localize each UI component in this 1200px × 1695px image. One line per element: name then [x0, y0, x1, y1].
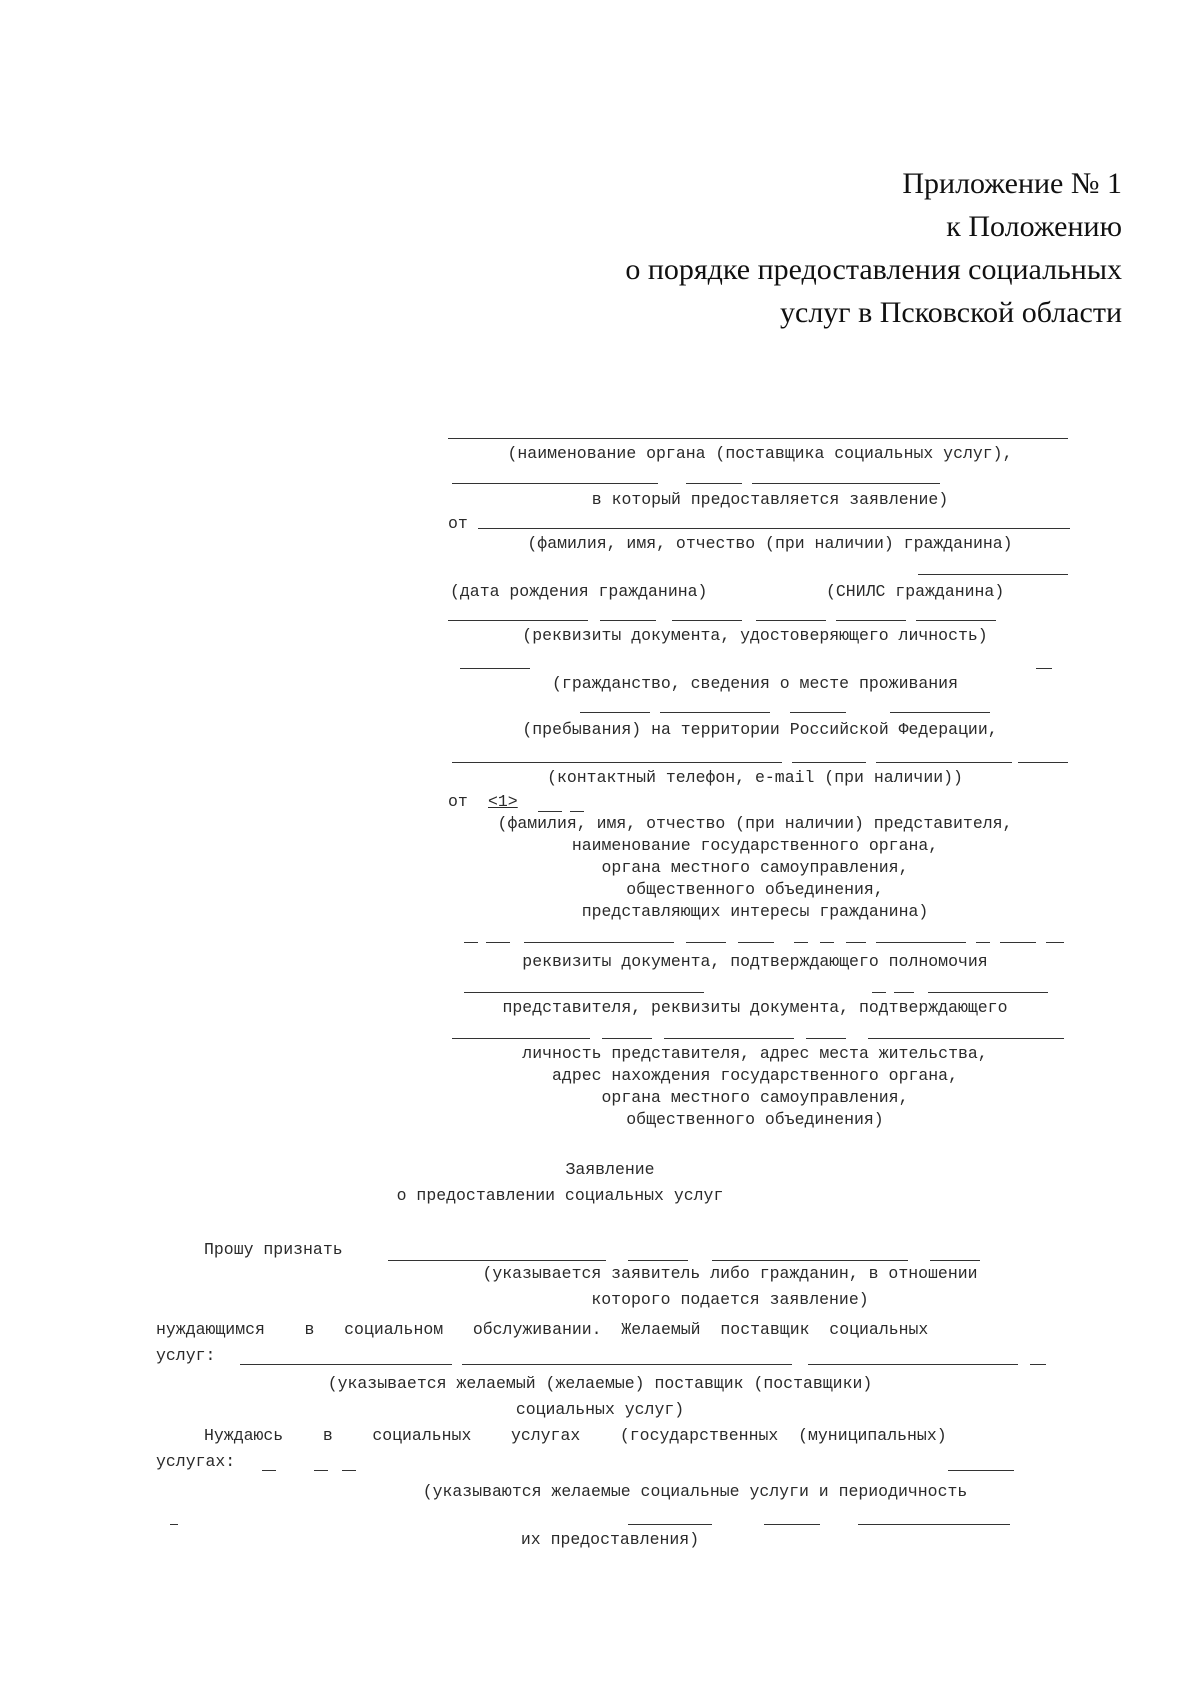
blank-line [764, 1524, 820, 1525]
caption-birth: (дата рождения гражданина) [450, 582, 708, 601]
blank-line [660, 712, 770, 713]
appendix-line-1: Приложение № 1 [902, 167, 1122, 200]
blank-line [894, 992, 914, 993]
blank-line [806, 1038, 846, 1039]
caption-rep-5: представляющих интересы гражданина) [581, 902, 929, 921]
caption-id-doc: (реквизиты документа, удостоверяющего личность) [522, 626, 988, 645]
blank-line [580, 712, 650, 713]
services-label-2: услугах: [156, 1452, 236, 1471]
blank-line [712, 1260, 908, 1261]
from-label-2: от [448, 792, 468, 811]
appendix-line-4: услуг в Псковской области [780, 296, 1122, 329]
blank-line [524, 942, 674, 943]
blank-line [570, 811, 584, 812]
caption-citizenship-2: (пребывания) на территории Российской Федерации, [522, 720, 998, 739]
blank-line [1000, 942, 1036, 943]
blank-line [790, 712, 846, 713]
blank-line [602, 1038, 652, 1039]
blank-line [846, 942, 866, 943]
blank-line [756, 620, 826, 621]
caption-power-3: личность представителя, адрес места жительства, [522, 1044, 988, 1063]
blank-line [976, 942, 990, 943]
caption-organ: (наименование органа (поставщика социальных услуг), [507, 444, 1013, 463]
blank-line [858, 1524, 1010, 1525]
blank-line [738, 942, 774, 943]
ask-label: Прошу признать [204, 1240, 343, 1259]
need-line: Нуждаюсь в социальных услугах (государственных (муниципальных) [204, 1426, 947, 1445]
from-label: от [448, 514, 468, 533]
blank-line [876, 942, 966, 943]
blank-line [1030, 1364, 1046, 1365]
blank-line [794, 942, 808, 943]
document-title: Заявление [565, 1160, 655, 1179]
blank-line [538, 811, 562, 812]
blank-line [448, 620, 588, 621]
blank-line [464, 992, 704, 993]
caption-power-5: органа местного самоуправления, [601, 1088, 909, 1107]
blank-line [1036, 668, 1052, 669]
blank-line [600, 620, 656, 621]
blank-line [628, 1524, 712, 1525]
blank-line [672, 620, 742, 621]
caption-provider-2: социальных услуг) [515, 1400, 685, 1419]
blank-line [464, 942, 478, 943]
blank-line [868, 1038, 1064, 1039]
blank-line [928, 992, 1048, 993]
services-label: услуг: [156, 1346, 216, 1365]
caption-provider-1: (указывается желаемый (желаемые) поставщик (поставщики) [327, 1374, 873, 1393]
blank-line [686, 483, 742, 484]
blank-line [808, 1364, 1018, 1365]
caption-rep-4: общественного объединения, [626, 880, 884, 899]
document-subtitle: о предоставлении социальных услуг [396, 1186, 724, 1205]
blank-line [686, 942, 726, 943]
caption-organ-2: в который предоставляется заявление) [591, 490, 949, 509]
caption-power-4: адрес нахождения государственного органа, [552, 1066, 958, 1085]
appendix-line-2: к Положению [946, 210, 1122, 243]
blank-line [314, 1470, 328, 1471]
caption-contacts: (контактный телефон, e-mail (при наличии)) [547, 768, 963, 787]
blank-line [872, 992, 886, 993]
caption-power-2: представителя, реквизиты документа, подтверждающего [502, 998, 1008, 1017]
caption-services-2: их предоставления) [520, 1530, 700, 1549]
caption-power-1: реквизиты документа, подтверждающего полномочия [522, 952, 988, 971]
appendix-line-3: о порядке предоставления социальных [625, 253, 1122, 286]
appendix-heading [422, 162, 1122, 334]
blank-line [1018, 762, 1068, 763]
blank-line [664, 1038, 794, 1039]
blank-line [462, 1364, 792, 1365]
blank-line [460, 668, 530, 669]
blank-line [262, 1470, 276, 1471]
blank-line [916, 620, 996, 621]
blank-line [170, 1524, 178, 1525]
blank-line [820, 942, 834, 943]
caption-services-1: (указываются желаемые социальные услуги и периодичность [422, 1482, 968, 1501]
caption-applicant-2: которого подается заявление) [591, 1290, 869, 1309]
blank-line [752, 483, 940, 484]
blank-line [448, 438, 1068, 439]
blank-line [890, 712, 990, 713]
caption-name: (фамилия, имя, отчество (при наличии) гражданина) [527, 534, 1013, 553]
caption-rep-1: (фамилия, имя, отчество (при наличии) представителя, [497, 814, 1013, 833]
blank-line [948, 1470, 1014, 1471]
caption-applicant-1: (указывается заявитель либо гражданин, в отношении [482, 1264, 978, 1283]
blank-line [478, 528, 1070, 529]
blank-line [452, 1038, 590, 1039]
caption-power-6: общественного объединения) [626, 1110, 884, 1129]
caption-rep-3: органа местного самоуправления, [601, 858, 909, 877]
footnote-ref[interactable]: <1> [488, 792, 518, 811]
needing-line: нуждающимся в социальном обслуживании. Желаемый поставщик социальных [156, 1320, 929, 1339]
blank-line [452, 762, 782, 763]
blank-line [792, 762, 866, 763]
blank-line [836, 620, 906, 621]
blank-line [452, 483, 658, 484]
blank-line [486, 942, 510, 943]
blank-line [876, 762, 1012, 763]
caption-citizenship-1: (гражданство, сведения о месте проживания [552, 674, 958, 693]
blank-line [388, 1260, 606, 1261]
blank-line [1046, 942, 1064, 943]
caption-snils: (СНИЛС гражданина) [826, 582, 1005, 601]
blank-line [240, 1364, 452, 1365]
blank-line [342, 1470, 356, 1471]
caption-rep-2: наименование государственного органа, [571, 836, 939, 855]
blank-line [628, 1260, 688, 1261]
blank-line [918, 574, 1068, 575]
blank-line [930, 1260, 980, 1261]
